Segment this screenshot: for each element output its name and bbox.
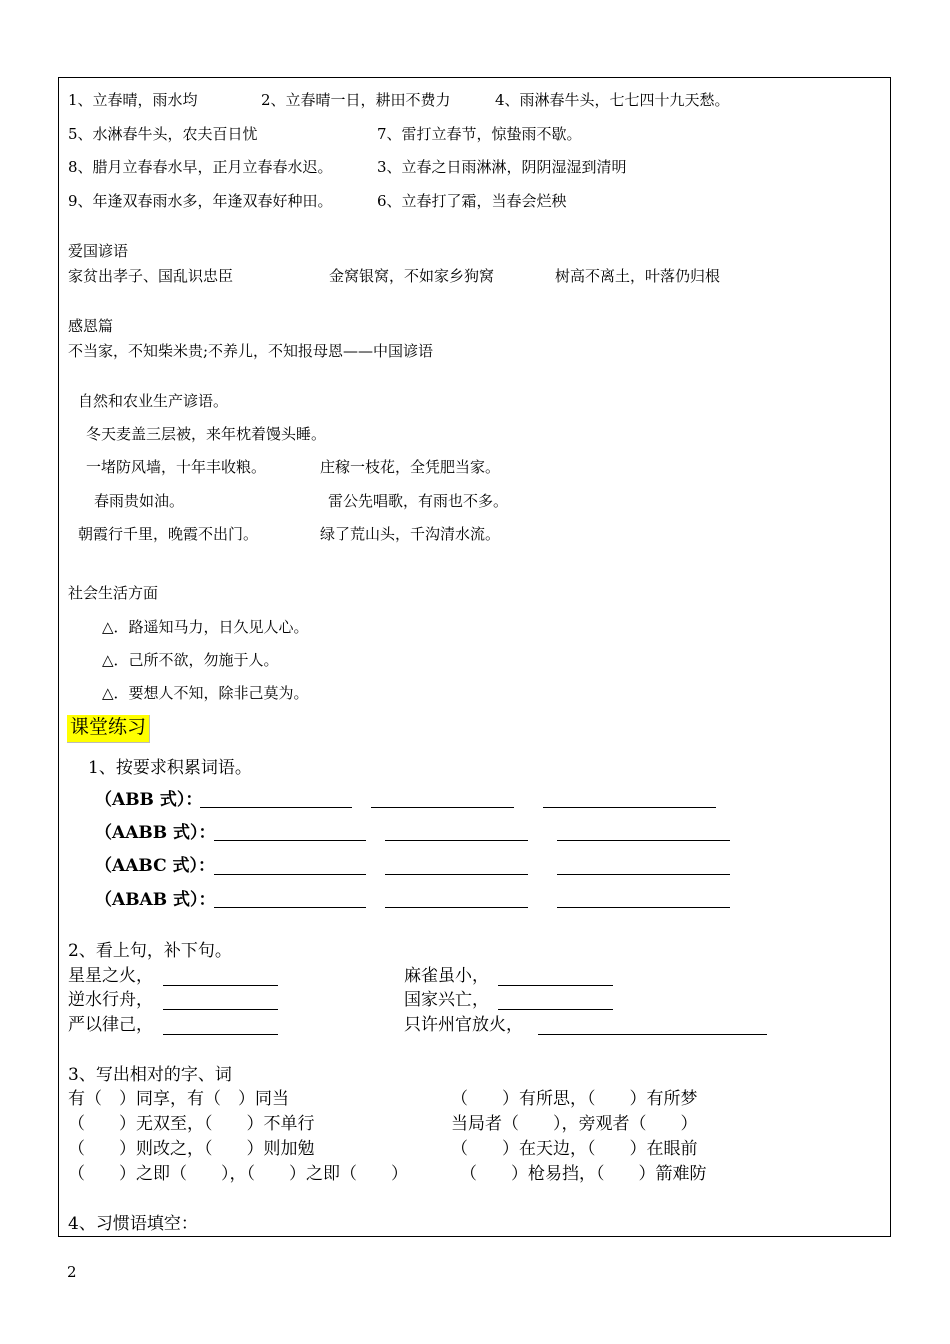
abab-label: （ABAB 式）： [95, 890, 216, 910]
q2-blank-4[interactable] [498, 985, 613, 986]
patriotic-proverb-2: 金窝银窝，不如家乡狗窝 [329, 267, 495, 285]
question-3: 3、写出相对的字、词 [68, 1065, 232, 1085]
nature-proverb-6: 朝霞行千里，晚霞不出门。 [78, 525, 259, 543]
q3-item-7: （ ）在天边，（ ）在眼前 [451, 1139, 698, 1159]
aabc-label: （AABC 式）： [95, 856, 216, 876]
social-proverb-3: △．要想人不知，除非己莫为。 [102, 684, 309, 702]
nature-proverb-5: 雷公先唱歌，有雨也不多。 [328, 492, 509, 510]
question-1: 1、按要求积累词语。 [88, 758, 252, 778]
proverb-5: 5、水淋春牛头，农夫百日忧 [68, 125, 258, 143]
proverb-8: 8、腊月立春春水早，正月立春春水迟。 [68, 158, 333, 176]
page-number: 2 [67, 1263, 77, 1281]
nature-proverb-3: 庄稼一枝花，全凭肥当家。 [320, 458, 501, 476]
q2-blank-6[interactable] [538, 1034, 767, 1035]
abb-label: （ABB 式）： [95, 790, 203, 810]
gratitude-proverb: 不当家，不知柴米贵;不养儿，不知报母恩——中国谚语 [68, 342, 434, 360]
patriotic-heading: 爱国谚语 [68, 242, 129, 260]
q2-blank-3[interactable] [163, 1034, 278, 1035]
aabc-blank-1[interactable] [214, 874, 366, 875]
aabb-blank-3[interactable] [557, 840, 730, 841]
aabc-blank-2[interactable] [385, 874, 528, 875]
q3-item-8: （ ）枪易挡，（ ）箭难防 [460, 1164, 707, 1184]
q2-prompt-2: 逆水行舟， [68, 990, 153, 1010]
proverb-6: 6、立春打了霜，当春会烂秧 [377, 192, 567, 210]
gratitude-heading: 感恩篇 [68, 317, 114, 335]
q2-blank-2[interactable] [163, 1009, 278, 1010]
q3-item-2: （ ）无双至，（ ）不单行 [68, 1114, 315, 1134]
q3-item-3: （ ）则改之，（ ）则加勉 [68, 1139, 315, 1159]
question-2: 2、看上句，补下句。 [68, 941, 232, 961]
nature-proverb-1: 冬天麦盖三层被，来年枕着馒头睡。 [86, 425, 327, 443]
aabb-label: （AABB 式）： [95, 823, 216, 843]
q2-prompt-4: 麻雀虽小， [404, 966, 489, 986]
abb-blank-2[interactable] [371, 807, 514, 808]
q2-prompt-6: 只许州官放火， [404, 1015, 523, 1035]
exercise-title: 课堂练习 [67, 715, 150, 743]
abab-blank-1[interactable] [214, 907, 366, 908]
social-proverb-1: △．路遥知马力，日久见人心。 [102, 618, 309, 636]
proverb-3: 3、立春之日雨淋淋，阴阴湿湿到清明 [377, 158, 627, 176]
proverb-1: 1、立春晴，雨水均 [68, 91, 198, 109]
nature-proverb-2: 一堵防风墙，十年丰收粮。 [86, 458, 267, 476]
proverb-9: 9、年逢双春雨水多，年逢双春好种田。 [68, 192, 333, 210]
nature-heading: 自然和农业生产谚语。 [78, 392, 229, 410]
q3-item-5: （ ）有所思，（ ）有所梦 [451, 1089, 698, 1109]
abb-blank-1[interactable] [200, 807, 352, 808]
patriotic-proverb-1: 家贫出孝子、国乱识忠臣 [68, 267, 234, 285]
proverb-4: 4、雨淋春牛头，七七四十九天愁。 [495, 91, 730, 109]
social-heading: 社会生活方面 [68, 584, 159, 602]
aabb-blank-2[interactable] [385, 840, 528, 841]
nature-proverb-7: 绿了荒山头，千沟清水流。 [320, 525, 501, 543]
q2-prompt-1: 星星之火， [68, 966, 153, 986]
q3-item-1: 有（ ）同享，有（ ）同当 [68, 1089, 289, 1109]
aabb-blank-1[interactable] [214, 840, 366, 841]
aabc-blank-3[interactable] [557, 874, 730, 875]
nature-proverb-4: 春雨贵如油。 [94, 492, 185, 510]
abb-blank-3[interactable] [543, 807, 716, 808]
q2-blank-1[interactable] [163, 985, 278, 986]
abab-blank-3[interactable] [557, 907, 730, 908]
proverb-7: 7、雷打立春节，惊蛰雨不歇。 [377, 125, 582, 143]
q2-prompt-5: 国家兴亡， [404, 990, 489, 1010]
question-4: 4、习惯语填空： [68, 1214, 198, 1234]
social-proverb-2: △．己所不欲，勿施于人。 [102, 651, 279, 669]
q2-blank-5[interactable] [498, 1009, 613, 1010]
patriotic-proverb-3: 树高不离土，叶落仍归根 [555, 267, 721, 285]
q3-item-6: 当局者（ ），旁观者（ ） [451, 1114, 698, 1134]
q3-item-4: （ ）之即（ ），（ ）之即（ ） [68, 1164, 408, 1184]
proverb-2: 2、立春晴一日，耕田不费力 [261, 91, 451, 109]
q2-prompt-3: 严以律己， [68, 1015, 153, 1035]
abab-blank-2[interactable] [385, 907, 528, 908]
